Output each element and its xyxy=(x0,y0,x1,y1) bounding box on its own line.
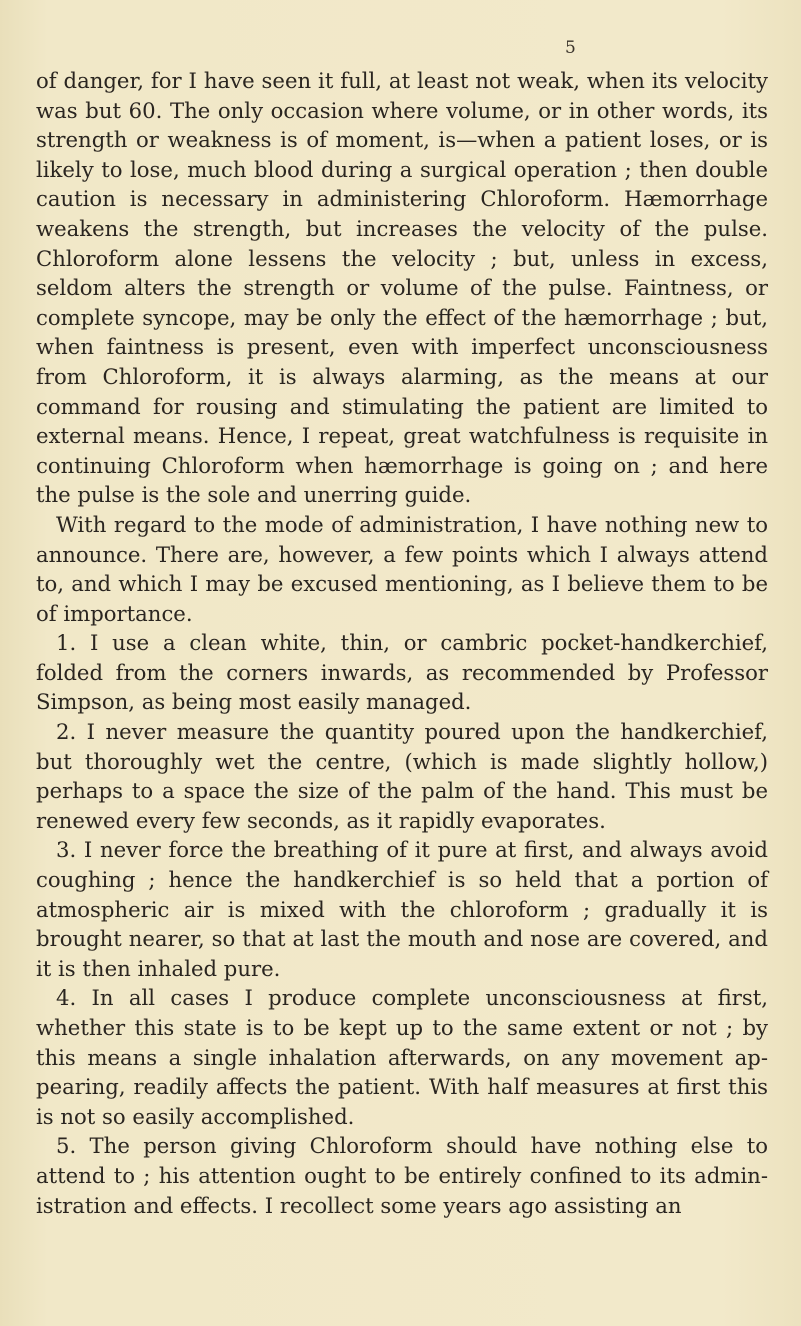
body-text xyxy=(36,66,768,1220)
paragraph: With regard to the mode of administration, I have nothing new to announce. There are, however, a few points which I always attend to, and which I may be excused mentioning, as I believe them to be of importance. xyxy=(36,511,768,626)
list-item-4: 4. In all cases I produce complete unconsciousness at first, whether this state is to be kept up to the same extent or not ; by this means a single inhalation afterwards, on any movement appearing, readily affects the patient. With half measures at first this is not so easily accomplished. xyxy=(36,985,768,1129)
page-number: 5 xyxy=(565,38,576,58)
list-item-2: 2. I never measure the quantity poured upon the handkerchief, but thoroughly wet the centre, (which is made slightly hollow,) perhaps to a space the size of the palm of the hand. This must be renewed every few seconds, as it rapidly evaporates. xyxy=(36,719,768,833)
paragraph: of danger, for I have seen it full, at least not weak, when its velocity was but 60. The only occasion where volume, or in other words, its strength or weakness is of moment, is—when a patient loses, or is likely to lose, much blood during a surgical operation ; then double caution is necessary in administering Chloroform. Hæmorrhage weakens the strength, but increases the velocity of the pulse. Chloroform alone lessens the velocity ; but, unless in excess, seldom alters the strength or volume of the pulse. Faintness, or complete syncope, may be only the effect of the hæmorrhage ; but, when faintness is present, even with imperfect unconsciousness from Chloroform, it is always alarming, as the means at our command for rousing and stimulating the patient are limited to external means. Hence, I repeat, great watchfulness is requisite in continuing Chloroform when hæmorrhage is going on ; and here the pulse is the sole and unerring guide. xyxy=(36,68,768,508)
list-item-3: 3. I never force the breathing of it pure at first, and always avoid coughing ; hence the handkerchief is so held that a portion of atmospheric air is mixed with the chloroform ; gradually it is brought nearer, so that at last the mouth and nose are covered, and it is then inhaled pure. xyxy=(36,837,768,981)
list-item-5: 5. The person giving Chloroform should have nothing else to attend to ; his attention ought to be entirely confined to its administration and effects. I recollect some years ago assisting an xyxy=(36,1133,768,1218)
list-item-1: 1. I use a clean white, thin, or cambric pocket-handkerchief, folded from the corners inwards, as recommended by Professor Simpson, as being most easily managed. xyxy=(36,630,768,715)
